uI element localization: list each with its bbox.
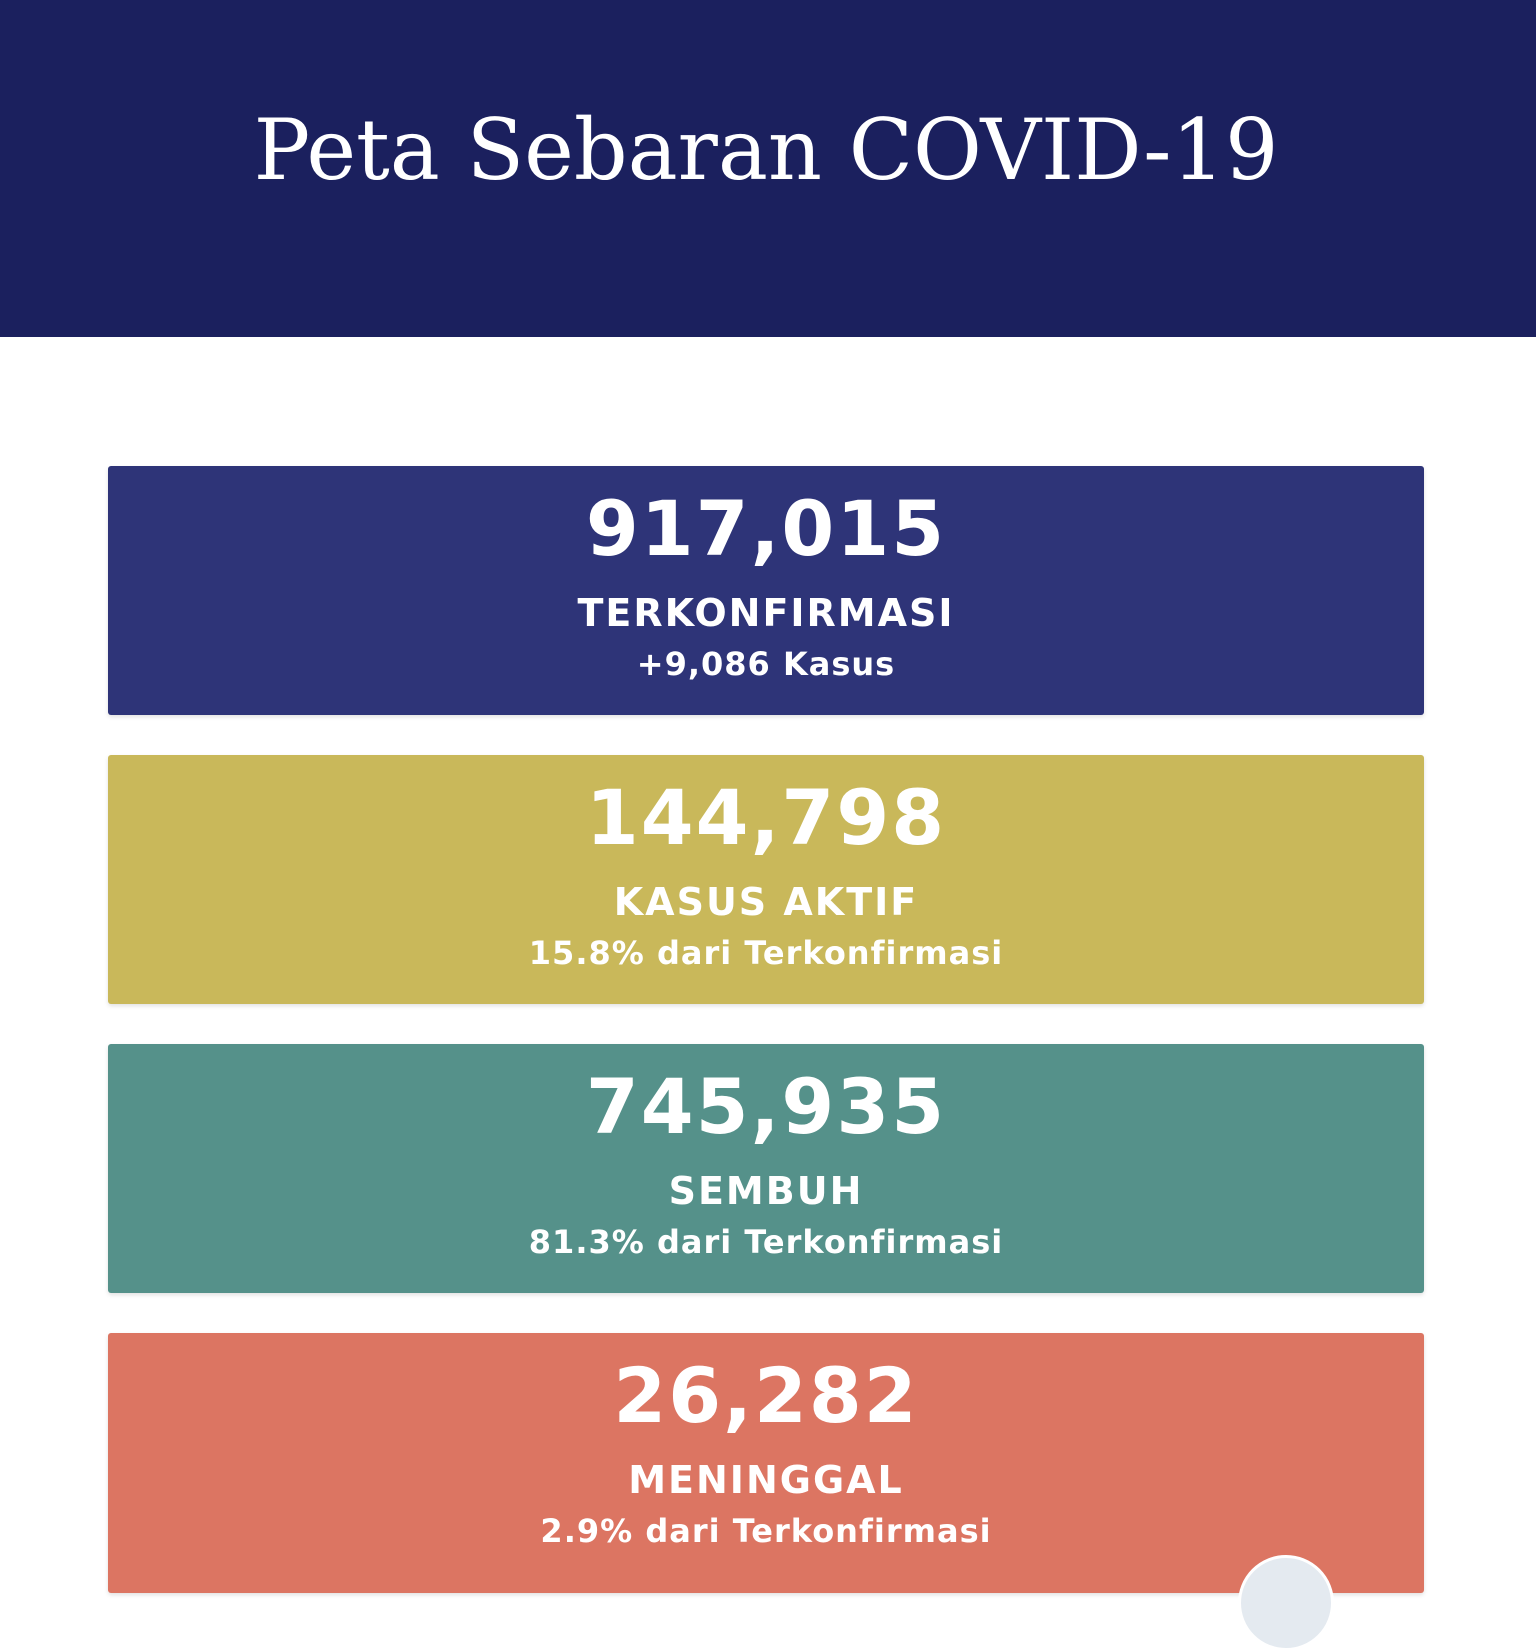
stat-card-active [108,755,1424,1004]
stat-value-confirmed: 917,015 [585,484,947,573]
stat-sub-recovered: 81.3% dari Terkonfirmasi [528,1223,1004,1261]
page-title: Peta Sebaran COVID-19 [253,101,1279,199]
floating-action-button[interactable] [1238,1555,1334,1651]
stat-card-confirmed [108,466,1424,715]
stat-sub-active: 15.8% dari Terkonfirmasi [528,934,1004,972]
stat-sub-deaths: 2.9% dari Terkonfirmasi [540,1512,992,1550]
stat-sub-confirmed: +9,086 Kasus [636,645,896,683]
page-header [0,0,1536,337]
stat-label-recovered: SEMBUH [668,1169,864,1213]
stat-value-deaths: 26,282 [613,1351,919,1440]
stat-label-deaths: MENINGGAL [628,1458,904,1502]
stat-card-recovered [108,1044,1424,1293]
stat-card-deaths [108,1333,1424,1593]
stat-value-recovered: 745,935 [585,1062,947,1151]
stat-label-confirmed: TERKONFIRMASI [577,591,955,635]
stat-label-active: KASUS AKTIF [613,880,919,924]
stat-value-active: 144,798 [585,773,947,862]
